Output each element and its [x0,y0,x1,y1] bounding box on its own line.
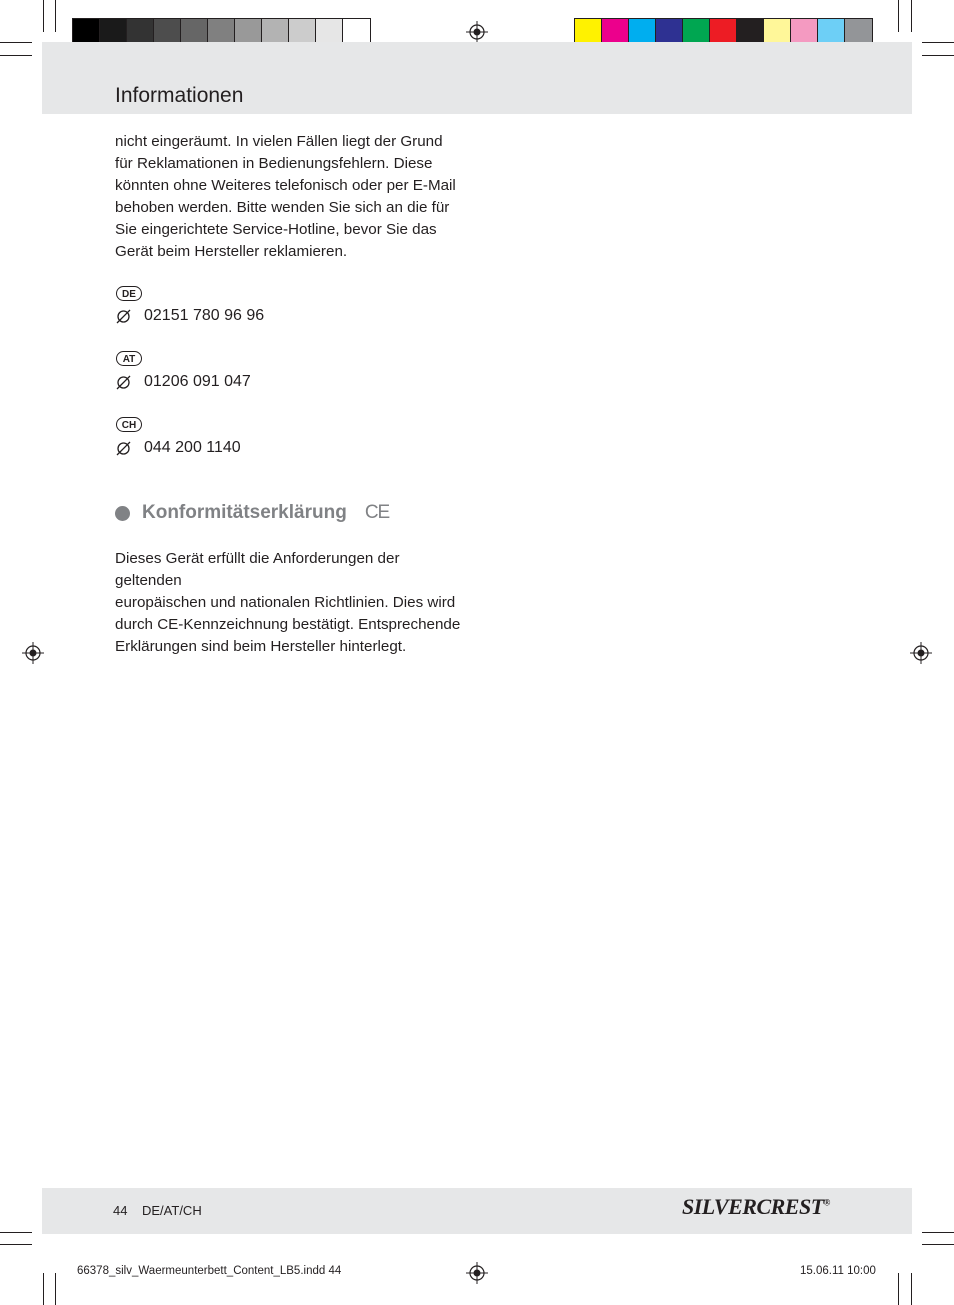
crop-mark [911,1273,912,1305]
intro-paragraph [115,131,465,263]
hotline-row-at [115,373,251,391]
text-line: nicht eingeräumt. In vielen Fällen liegt der Grund [115,133,443,150]
ce-mark-icon: CE [364,502,390,523]
phone-icon [115,440,132,457]
registration-mark-icon [466,21,488,43]
phone-icon [115,374,132,391]
print-slug-date: 15.06.11 10:00 [800,1265,876,1277]
page-title: Informationen [115,84,244,107]
crop-mark [43,0,44,32]
crop-mark [922,1244,954,1245]
brand-logo [682,1194,830,1220]
phone-number: 02151 780 96 96 [144,307,265,324]
phone-number: 01206 091 047 [144,373,251,390]
text-line: Dieses Gerät erfüllt die Anforderungen der geltenden [115,550,400,589]
crop-mark [898,0,899,32]
section-title: Konformitätserklärung [142,502,347,523]
text-line: Erklärungen sind beim Hersteller hinterlegt. [115,638,407,655]
brand-logo-first: SILVER [682,1194,757,1219]
text-line: könnten ohne Weiteres telefonisch oder per E-Mail [115,177,456,194]
crop-mark [922,42,954,43]
print-slug-file: 66378_silv_Waermeunterbett_Content_LB5.indd 44 [77,1265,342,1277]
bullet-icon [115,506,130,521]
crop-mark [55,0,56,32]
country-badge-at: AT [116,351,142,366]
page-number: 44 [113,1203,128,1218]
text-line: durch CE-Kennzeichnung bestätigt. Entsprechende [115,616,461,633]
crop-mark [898,1273,899,1305]
registered-mark: ® [823,1197,830,1208]
crop-mark [43,1273,44,1305]
brand-logo-second: CREST [756,1194,824,1219]
crop-mark [0,55,32,56]
hotline-row-ch [115,439,241,457]
crop-mark [922,1232,954,1233]
text-line: für Reklamationen in Bedienungsfehlern. Diese [115,155,433,172]
registration-mark-icon [22,642,44,664]
country-badge-de: DE [116,286,142,301]
phone-icon [115,308,132,325]
text-line: europäischen und nationalen Richtlinien. Dies wird [115,594,456,611]
conformity-paragraph [115,548,465,658]
crop-mark [0,1232,32,1233]
text-line: Sie eingerichtete Service-Hotline, bevor Sie das [115,221,437,238]
crop-mark [0,1244,32,1245]
country-badge-ch: CH [116,417,142,432]
phone-number: 044 200 1140 [144,439,241,456]
registration-mark-icon [466,1262,488,1284]
region-label: DE/AT/CH [142,1203,202,1218]
text-line: behoben werden. Bitte wenden Sie sich an die für [115,199,450,216]
crop-mark [0,42,32,43]
crop-mark [911,0,912,32]
registration-mark-icon [910,642,932,664]
crop-mark [55,1273,56,1305]
hotline-row-de [115,307,264,325]
section-heading [115,502,389,524]
text-line: Gerät beim Hersteller reklamieren. [115,243,348,260]
crop-mark [922,55,954,56]
